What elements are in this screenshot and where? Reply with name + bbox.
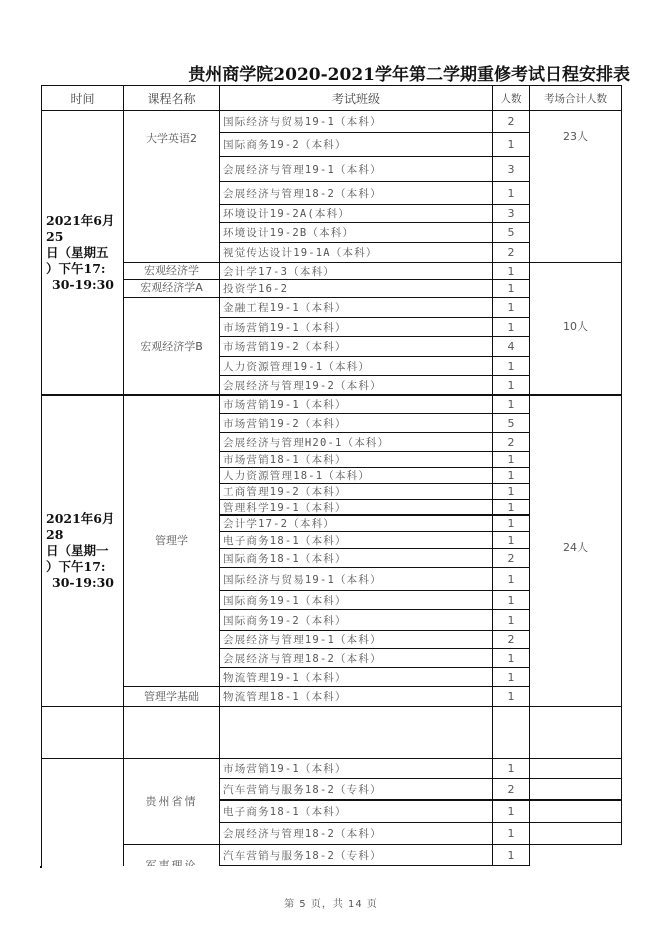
empty-total-cell bbox=[529, 706, 622, 759]
class-cell: 物流管理19-1（本科） bbox=[219, 667, 493, 687]
total-cell-blank bbox=[529, 778, 622, 801]
class-cell: 市场营销19-1（本科） bbox=[219, 317, 493, 337]
class-cell: 市场营销19-2（本科） bbox=[219, 413, 493, 433]
class-cell: 会计学17-2（本科） bbox=[219, 515, 493, 532]
count-cell: 2 bbox=[492, 110, 530, 133]
count-cell: 2 bbox=[492, 242, 530, 263]
count-cell: 1 bbox=[492, 609, 530, 631]
header-course: 课程名称 bbox=[123, 85, 220, 111]
class-cell: 电子商务18-1（本科） bbox=[219, 531, 493, 549]
count-cell: 2 bbox=[492, 630, 530, 649]
total-cell-blank bbox=[529, 800, 622, 823]
count-cell: 1 bbox=[492, 279, 530, 298]
count-cell: 2 bbox=[492, 432, 530, 452]
total-cell: 23人 bbox=[529, 110, 622, 263]
time-line: 2021年6月28 bbox=[46, 511, 115, 542]
count-cell: 1 bbox=[492, 483, 530, 500]
count-cell: 1 bbox=[492, 800, 530, 823]
count-cell: 1 bbox=[492, 395, 530, 414]
class-cell: 市场营销19-2（本科） bbox=[219, 336, 493, 357]
class-cell: 国际经济与贸易19-1（本科） bbox=[219, 567, 493, 591]
time-line: 30-19:30 bbox=[52, 575, 114, 590]
empty-time-cell bbox=[41, 706, 124, 759]
count-cell: 1 bbox=[492, 262, 530, 280]
class-cell: 国际经济与贸易19-1（本科） bbox=[219, 110, 493, 133]
header-class: 考试班级 bbox=[219, 85, 493, 111]
count-cell: 1 bbox=[492, 590, 530, 610]
count-cell: 3 bbox=[492, 204, 530, 223]
count-cell: 1 bbox=[492, 499, 530, 516]
class-cell: 会计学17-3（本科） bbox=[219, 262, 493, 280]
class-cell: 会展经济与管理H20-1（本科） bbox=[219, 432, 493, 452]
total-cell: 10人 bbox=[529, 262, 622, 396]
class-cell: 会展经济与管理18-2（本科） bbox=[219, 822, 493, 845]
time-line: 30-19:30 bbox=[52, 276, 114, 292]
class-cell: 汽车营销与服务18-2（专科） bbox=[219, 844, 493, 867]
time-cell-block1 bbox=[41, 110, 124, 396]
count-cell: 1 bbox=[492, 531, 530, 549]
class-cell: 国际商务19-1（本科） bbox=[219, 590, 493, 610]
class-cell: 金融工程19-1（本科） bbox=[219, 297, 493, 318]
empty-count-cell bbox=[492, 706, 530, 759]
count-cell: 1 bbox=[492, 667, 530, 687]
class-cell: 会展经济与管理18-2（本科） bbox=[219, 181, 493, 205]
count-cell: 1 bbox=[492, 317, 530, 337]
count-cell: 1 bbox=[492, 567, 530, 591]
count-cell: 1 bbox=[492, 686, 530, 707]
total-cell-blank bbox=[529, 758, 622, 779]
page-footer: 第 5 页，共 14 页 bbox=[284, 899, 378, 910]
class-cell: 国际商务19-2（本科） bbox=[219, 609, 493, 631]
class-cell: 环境设计19-2A(本科） bbox=[219, 204, 493, 223]
count-cell: 1 bbox=[492, 467, 530, 484]
page-cutoff-partial bbox=[40, 866, 42, 868]
course-cell: 宏观经济学B bbox=[123, 297, 220, 396]
count-cell: 1 bbox=[492, 375, 530, 396]
time-line: 2021年6月25 bbox=[46, 212, 115, 244]
count-cell: 1 bbox=[492, 822, 530, 845]
time-line: 日（星期一 bbox=[46, 543, 109, 558]
count-cell: 1 bbox=[492, 356, 530, 376]
course-cell: 管理学 bbox=[123, 395, 220, 687]
class-cell: 国际商务19-2（本科） bbox=[219, 132, 493, 157]
header-time: 时间 bbox=[41, 85, 124, 111]
class-cell: 会展经济与管理19-1（本科） bbox=[219, 630, 493, 649]
class-cell: 市场营销18-1（本科） bbox=[219, 451, 493, 468]
class-cell: 视觉传达设计19-1A（本科） bbox=[219, 242, 493, 263]
count-cell: 5 bbox=[492, 413, 530, 433]
count-cell: 5 bbox=[492, 222, 530, 243]
class-cell: 物流管理18-1（本科） bbox=[219, 686, 493, 707]
count-cell: 2 bbox=[492, 778, 530, 801]
count-cell: 2 bbox=[492, 548, 530, 568]
class-cell: 电子商务18-1（本科） bbox=[219, 800, 493, 823]
empty-class-cell bbox=[219, 706, 493, 759]
empty-course-cell bbox=[123, 706, 220, 759]
class-cell: 市场营销19-1（本科） bbox=[219, 395, 493, 414]
class-cell: 工商管理19-2（本科） bbox=[219, 483, 493, 500]
time-line: ）下午17: bbox=[46, 260, 106, 276]
count-cell: 1 bbox=[492, 181, 530, 205]
class-cell: 市场营销19-1（本科） bbox=[219, 758, 493, 779]
class-cell: 会展经济与管理19-2（本科） bbox=[219, 375, 493, 396]
count-cell: 1 bbox=[492, 132, 530, 157]
count-cell: 1 bbox=[492, 844, 530, 867]
total-cell-blank bbox=[529, 822, 622, 845]
count-cell: 1 bbox=[492, 648, 530, 668]
course-cell: 贵州省情 bbox=[123, 758, 220, 845]
header-count: 人数 bbox=[492, 85, 530, 111]
count-cell: 4 bbox=[492, 336, 530, 357]
course-cell: 管理学基础 bbox=[123, 686, 220, 707]
class-cell: 会展经济与管理18-2（本科） bbox=[219, 648, 493, 668]
count-cell: 1 bbox=[492, 515, 530, 532]
class-cell: 投资学16-2 bbox=[219, 279, 493, 298]
class-cell: 人力资源管理19-1（本科） bbox=[219, 356, 493, 376]
count-cell: 3 bbox=[492, 156, 530, 182]
time-line: ）下午17: bbox=[46, 559, 106, 574]
course-cell: 大学英语2 bbox=[123, 110, 220, 263]
count-cell: 1 bbox=[492, 758, 530, 779]
count-cell: 1 bbox=[492, 297, 530, 318]
course-cell: 宏观经济学 bbox=[123, 262, 220, 280]
time-cell-block2 bbox=[41, 395, 124, 707]
class-cell: 国际商务18-1（本科） bbox=[219, 548, 493, 568]
total-cell: 24人 bbox=[529, 395, 622, 707]
class-cell: 管理科学19-1（本科） bbox=[219, 499, 493, 516]
class-cell: 人力资源管理18-1（本科） bbox=[219, 467, 493, 484]
class-cell: 汽车营销与服务18-2（专科） bbox=[219, 778, 493, 801]
class-cell: 会展经济与管理19-1（本科） bbox=[219, 156, 493, 182]
class-cell: 环境设计19-2B（本科） bbox=[219, 222, 493, 243]
page-title: 贵州商学院2020-2021学年第二学期重修考试日程安排表 bbox=[188, 65, 630, 85]
count-cell: 1 bbox=[492, 451, 530, 468]
time-line: 日（星期五 bbox=[46, 244, 109, 260]
header-total: 考场合计人数 bbox=[529, 85, 622, 111]
course-cell: 宏观经济学A bbox=[123, 279, 220, 298]
